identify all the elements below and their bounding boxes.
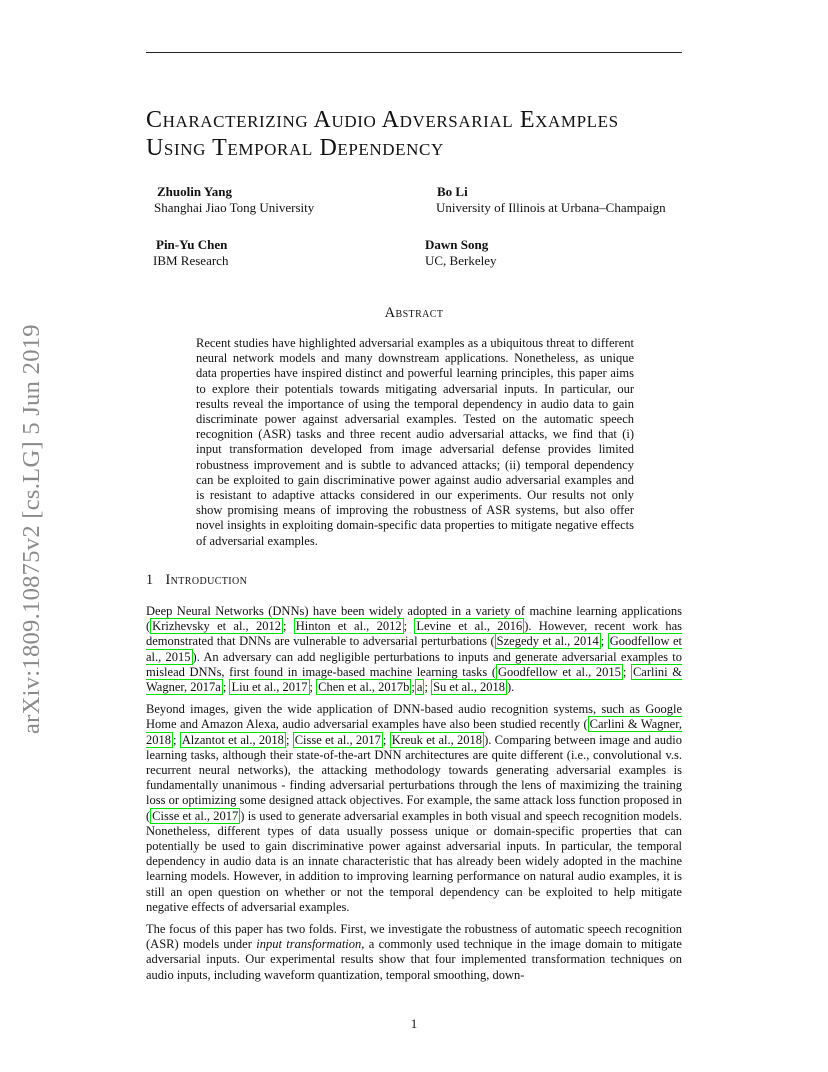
citation-link[interactable]: Kreuk et al., 2018 [391,732,483,747]
intro-paragraph-1 [146,604,682,695]
section-title: Introduction [165,572,248,588]
separator: ; [622,664,631,679]
paragraph-text: , a commonly used technique in the image domain to mitigate adversarial inputs. Our experimental results show that four implemented transformation techniques on audio inputs, including waveform quantization, temporal smoothing, down- [146,937,682,982]
separator: ; [222,680,230,695]
author-block-1 [154,184,315,215]
author-affiliation: Shanghai Jiao Tong University [154,199,315,215]
citation-link[interactable]: a [416,680,423,695]
author-name: Zhuolin Yang [157,184,233,199]
intro-body [146,604,682,990]
separator: ; [382,732,390,747]
citation-link[interactable]: Carlini & Wagner, 2018 [146,717,682,747]
author-block-4 [425,237,496,268]
emphasis-text: input transformation [256,937,362,952]
citation-link[interactable]: Liu et al., 2017 [231,680,308,695]
citation-link[interactable]: Alzantot et al., 2018 [181,732,284,747]
citation-link[interactable]: Krizhevsky et al., 2012 [152,619,281,634]
title-line-2: Using Temporal Dependency [146,135,444,161]
author-block-3 [153,237,229,268]
paragraph-text: ). [506,680,515,695]
citation-link[interactable]: Goodfellow et al., 2015 [146,634,682,664]
paragraph-text: ). However, recent work has demonstrated that DNNs are vulnerable to adversarial perturbations ( [146,619,682,649]
section-heading [146,572,247,589]
citation-link[interactable]: Su et al., 2018 [433,680,505,695]
citation-link[interactable]: Levine et al., 2016 [416,619,523,634]
title-line-1: Characterizing Audio Adversarial Examples [146,107,619,133]
separator: ; [309,680,317,695]
author-name: Bo Li [437,184,468,199]
paragraph-text: ). Comparing between image and audio learning tasks, although their state-of-the-art DNN architectures are quite different (i.e., convolutional v.s. recurrent neural networks), the attacking methodology towards generating adversarial examples is fundamentally unanimous - finding adversarial perturbations through the lens of maximizing the training loss or optimizing some designed attack objectives. For example, the same attack loss function proposed in ( [146,732,682,823]
author-affiliation: IBM Research [153,252,229,268]
citation-link[interactable]: Chen et al., 2017b [318,680,410,695]
author-name: Pin-Yu Chen [156,237,228,252]
paragraph-text: Beyond images, given the wide application of DNN-based audio recognition systems, such as Google Home and Amazon Alexa, audio adversarial examples have also been studied recently ( [146,702,682,732]
separator: ; [600,634,608,649]
author-affiliation: UC, Berkeley [425,252,497,268]
paragraph-text: ). An adversary can add negligible perturbations to inputs and generate adversarial examples to mislead DNNs, first found in image-based machine learning tasks ( [146,649,682,679]
separator: ; [424,680,432,695]
paper-title [146,106,706,162]
paragraph-text: Deep Neural Networks (DNNs) have been widely adopted in a variety of machine learning applications ( [146,604,682,634]
citation-link[interactable]: Goodfellow et al., 2015 [498,664,621,679]
separator: ; [285,732,293,747]
author-affiliation: University of Illinois at Urbana–Champaign [436,199,666,215]
separator: ; [411,680,415,695]
abstract-heading: Abstract [384,305,444,321]
citation-link[interactable]: Carlini & Wagner, 2017a [146,664,682,695]
arxiv-identifier: arXiv:1809.10875v2 [cs.LG] 5 Jun 2019 [18,324,45,734]
separator: ; [173,732,180,747]
citation-link[interactable]: Szegedy et al., 2014 [496,634,599,649]
intro-paragraph-2 [146,702,682,915]
separator: ; [403,619,415,634]
abstract-text: Recent studies have highlighted adversarial examples as a ubiquitous threat to different neural network models and many downstream applications. Nonetheless, as unique data properties have inspired distinct and powerful learning principles, this paper aims to explore their potentials towards mitigating adversarial inputs. In particular, our results reveal the importance of using the temporal dependency in audio data to gain discriminate power against adversarial examples. Tested on the automatic speech recognition (ASR) tasks and three recent audio adversarial attacks, we find that (i) input transformation developed from image adversarial defense provides limited robustness improvement and is subtle to advanced attacks; (ii) temporal dependency can be exploited to gain discriminative power against audio adversarial examples and is resistant to adaptive attacks considered in our experiments. Our results not only show promising means of improving the robustness of ASR systems, but also offer novel insights in exploiting domain-specific data properties to mitigate negative effects of adversarial examples. [196,336,634,548]
paragraph-text: ) is used to generate adversarial examples in both visual and speech recognition models. Nonetheless, different types of data usually possess unique or domain-specific properties that can potentially be used to gain discriminative power against adversarial inputs. In particular, the temporal dependency in audio data is an innate characteristic that has already been widely adopted in the machine learning models. However, in addition to improving learning performance on natural audio examples, it is still an open question on whether or not the temporal dependency can be exploited to help mitigate negative effects of adversarial examples. [146,808,682,914]
citation-link[interactable]: Cisse et al., 2017 [294,732,381,747]
section-number: 1 [146,572,154,588]
author-block-2 [437,184,666,215]
citation-link[interactable]: Hinton et al., 2012 [295,619,402,634]
separator: ; [282,619,294,634]
author-name: Dawn Song [425,237,489,252]
page-number: 1 [410,1016,418,1031]
paragraph-text: The focus of this paper has two folds. First, we investigate the robustness of automatic speech recognition (ASR) models under [146,922,682,952]
header-rule [146,52,682,53]
citation-link[interactable]: Cisse et al., 2017 [152,808,239,823]
intro-paragraph-3 [146,922,682,983]
arxiv-stamp [14,294,50,734]
